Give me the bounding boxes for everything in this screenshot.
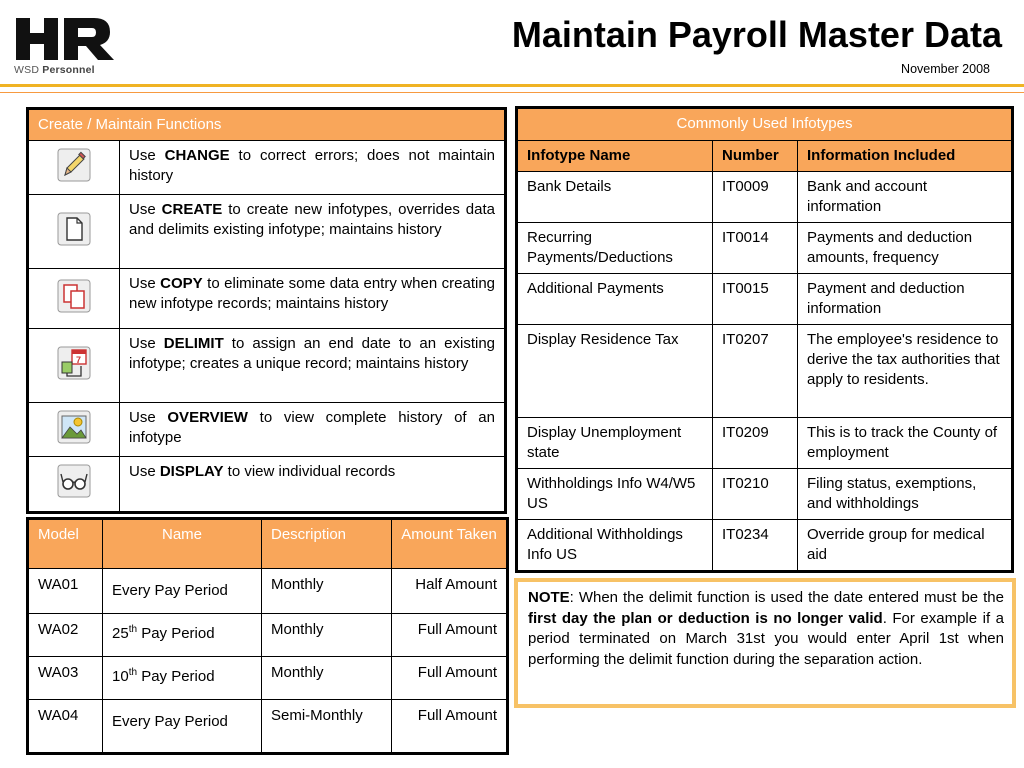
infotypes-header-row [517,141,1013,172]
cell-description: Monthly [262,569,392,614]
overview-landscape-icon [57,410,91,444]
glasses-icon [57,464,91,498]
function-icon-cell [28,195,120,269]
header-divider-gold [0,84,1024,87]
page-date: November 2008 [901,62,990,76]
cell-information: Payments and deduction amounts, frequency [798,223,1013,274]
cell-model: WA01 [28,569,103,614]
cell-information: Override group for medical aid [798,520,1013,572]
cell-number: IT0207 [713,325,798,418]
cell-amount: Full Amount [392,614,508,657]
table-row [517,274,1013,325]
cell-information: Filing status, exemptions, and withholdings [798,469,1013,520]
cell-name: Every Pay Period [103,569,262,614]
column-header-model: Model [28,519,103,569]
column-header-infotype-name: Infotype Name [517,141,713,172]
cell-infotype-name: Display Unemployment state [517,418,713,469]
delimit-note-box [514,578,1016,708]
function-desc-copy: Use COPY to eliminate some data entry when creating new infotype records; maintains history [120,269,506,329]
table-row [28,657,508,700]
function-row-change [28,141,506,195]
function-icon-cell [28,403,120,457]
delimit-calendar-icon [57,346,91,380]
column-header-number: Number [713,141,798,172]
infotypes-table-title: Commonly Used Infotypes [517,108,1013,141]
note-label: NOTE [528,589,570,606]
function-row-overview [28,403,506,457]
cell-name: 25th Pay Period [103,614,262,657]
cell-number: IT0210 [713,469,798,520]
cell-amount: Half Amount [392,569,508,614]
cell-name: 10th Pay Period [103,657,262,700]
cell-number: IT0015 [713,274,798,325]
column-header-information: Information Included [798,141,1013,172]
table-row [517,325,1013,418]
function-row-create [28,195,506,269]
cell-infotype-name: Bank Details [517,172,713,223]
cell-information: Payment and deduction information [798,274,1013,325]
cell-number: IT0234 [713,520,798,572]
table-row [517,520,1013,572]
function-desc-overview: Use OVERVIEW to view complete history of an infotype [120,403,506,457]
function-row-display [28,457,506,513]
cell-number: IT0209 [713,418,798,469]
header-divider-orange [0,92,1024,93]
table-row [517,469,1013,520]
logo-personnel: Personnel [42,64,95,76]
table-row [28,614,508,657]
functions-table-title: Create / Maintain Functions [28,109,506,141]
functions-table [26,107,507,514]
cell-information: Bank and account information [798,172,1013,223]
function-icon-cell [28,269,120,329]
function-icon-cell [28,457,120,513]
copy-icon [57,279,91,313]
table-row [517,418,1013,469]
blank-page-icon [57,212,91,246]
function-desc-change: Use CHANGE to correct errors; does not maintain history [120,141,506,195]
cell-description: Monthly [262,614,392,657]
cell-description: Monthly [262,657,392,700]
note-emphasis: first day the plan or deduction is no longer valid [528,609,883,627]
cell-amount: Full Amount [392,700,508,754]
table-row [517,172,1013,223]
column-header-name: Name [103,519,262,569]
function-desc-display: Use DISPLAY to view individual records [120,457,506,513]
cell-infotype-name: Recurring Payments/Deductions [517,223,713,274]
function-row-delimit [28,329,506,403]
hr-logo-mark [14,14,118,62]
svg-text:7: 7 [76,354,82,365]
function-icon-cell [28,141,120,195]
wage-model-header-row [28,519,508,569]
cell-description: Semi-Monthly [262,700,392,754]
function-desc-create: Use CREATE to create new infotypes, overrides data and delimits existing infotype; maintains history [120,195,506,269]
logo-subtitle [14,64,95,76]
cell-number: IT0009 [713,172,798,223]
cell-information: The employee's residence to derive the tax authorities that apply to residents. [798,325,1013,418]
cell-model: WA03 [28,657,103,700]
note-text-end: . For example if a period terminated on March 31st you would enter April 1st when performing the delimit function during the separation action. [528,609,1004,668]
wage-model-table [26,517,509,755]
table-row [517,223,1013,274]
cell-infotype-name: Display Residence Tax [517,325,713,418]
function-desc-delimit: Use DELIMIT to assign an end date to an existing infotype; creates a unique record; maintains history [120,329,506,403]
table-row [28,569,508,614]
table-row [28,700,508,754]
cell-infotype-name: Withholdings Info W4/W5 US [517,469,713,520]
cell-amount: Full Amount [392,657,508,700]
cell-model: WA02 [28,614,103,657]
note-text: : When the delimit function is used the date entered must be the [569,589,1004,606]
cell-name: Every Pay Period [103,700,262,754]
cell-infotype-name: Additional Payments [517,274,713,325]
cell-number: IT0014 [713,223,798,274]
infotypes-table [515,106,1014,573]
page-title: Maintain Payroll Master Data [511,14,1002,55]
function-row-copy [28,269,506,329]
function-icon-cell [28,329,120,403]
cell-infotype-name: Additional Withholdings Info US [517,520,713,572]
logo-wsd: WSD [14,64,40,76]
column-header-amount: Amount Taken [392,519,508,569]
column-header-description: Description [262,519,392,569]
cell-model: WA04 [28,700,103,754]
pencil-icon [57,148,91,182]
hr-logo [14,14,122,80]
cell-information: This is to track the County of employment [798,418,1013,469]
